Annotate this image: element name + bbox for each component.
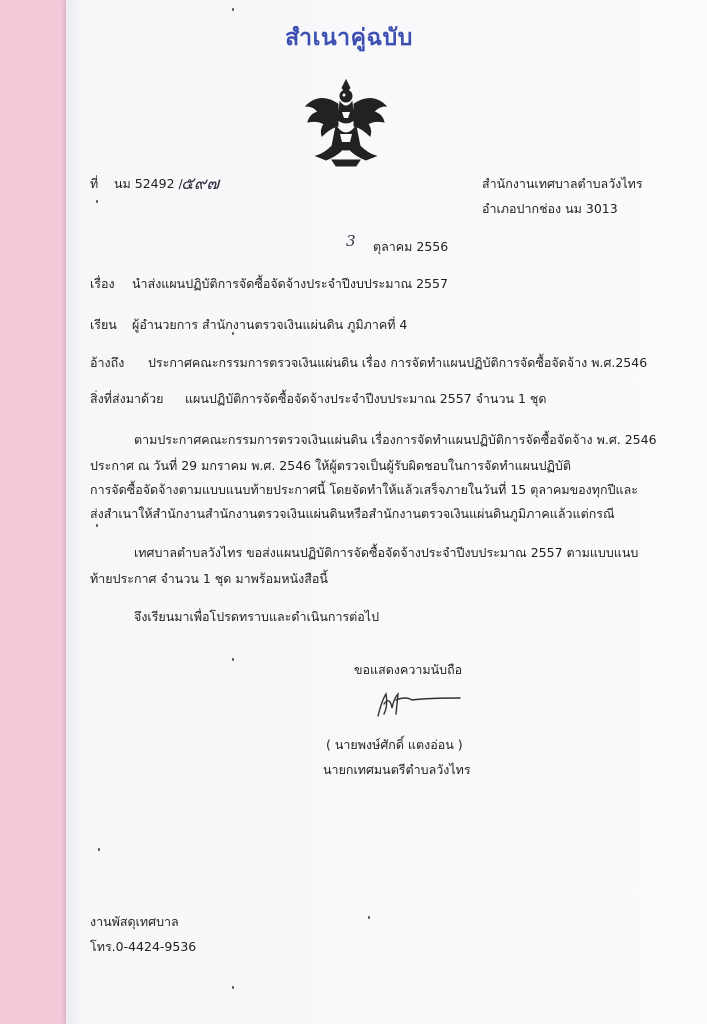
office-name: สำนักงานเทศบาลตำบลวังไทร [482, 176, 643, 191]
speck [232, 8, 234, 11]
ref-label: ที่ [90, 176, 99, 191]
body-p1-line1: ตามประกาศคณะกรรมการตรวจเงินแผ่นดิน เรื่องการจัดทำแผนปฏิบัติการจัดซื้อจัดจ้าง พ.ศ. 2546 [134, 432, 657, 447]
signature [372, 686, 464, 722]
subject-text: นำส่งแผนปฏิบัติการจัดซื้อจัดจ้างประจำปีงบประมาณ 2557 [132, 276, 448, 291]
enclosure-label: สิ่งที่ส่งมาด้วย [90, 391, 164, 406]
body-p2-line1: เทศบาลตำบลวังไทร ขอส่งแผนปฏิบัติการจัดซื้อจัดจ้างประจำปีงบประมาณ 2557 ตามแบบแนบ [134, 545, 639, 560]
enclosure-text: แผนปฏิบัติการจัดซื้อจัดจ้างประจำปีงบประมาณ 2557 จำนวน 1 ชุด [185, 391, 547, 406]
speck [232, 332, 234, 335]
footer-department: งานพัสดุเทศบาล [90, 914, 179, 929]
body-p1-line2: ประกาศ ณ วันที่ 29 มกราคม พ.ศ. 2546 ให้ผู้ตรวจเป็นผู้รับผิดชอบในการจัดทำแผนปฏิบัติ [90, 458, 571, 473]
body-p3: จึงเรียนมาเพื่อโปรดทราบและดำเนินการต่อไป [134, 609, 380, 624]
office-address: อำเภอปากช่อง นม 3013 [482, 201, 618, 216]
body-p1-line3: การจัดซื้อจัดจ้างตามแบบแนบท้ายประกาศนี้ โดยจัดทำให้แล้วเสร็จภายในวันที่ 15 ตุลาคมของทุกปีและ [90, 482, 638, 497]
garuda-emblem-icon [302, 76, 390, 168]
speck [232, 658, 234, 661]
speck [232, 986, 234, 989]
reference-label: อ้างถึง [90, 355, 125, 370]
ref-handwritten: ๕๙๗ [181, 174, 220, 194]
speck [96, 524, 98, 527]
body-p1-line4: ส่งสำเนาให้สำนักงานสำนักงานตรวจเงินแผ่นดินหรือสำนักงานตรวจเงินแผ่นดินภูมิภาคแล้วแต่กรณี [90, 506, 615, 521]
copy-stamp: สำเนาคู่ฉบับ [285, 25, 413, 51]
body-p2-line2: ท้ายประกาศ จำนวน 1 ชุด มาพร้อมหนังสือนี้ [90, 571, 328, 586]
reference-text: ประกาศคณะกรรมการตรวจเงินแผ่นดิน เรื่อง การจัดทำแผนปฏิบัติการจัดซื้อจัดจ้าง พ.ศ.2546 [148, 355, 648, 370]
footer-phone: โทร.0-4424-9536 [90, 939, 197, 954]
speck [96, 200, 98, 203]
closing-text: ขอแสดงความนับถือ [354, 662, 463, 677]
recipient-text: ผู้อำนวยการ สำนักงานตรวจเงินแผ่นดิน ภูมิภาคที่ 4 [132, 317, 408, 332]
signer-position: นายกเทศมนตรีตำบลวังไทร [323, 762, 471, 777]
pink-margin [0, 0, 72, 1024]
ref-number: นม 52492 / [114, 176, 183, 191]
subject-label: เรื่อง [90, 276, 115, 291]
speck [368, 916, 370, 919]
date-month-year: ตุลาคม 2556 [373, 239, 449, 254]
speck [98, 848, 100, 851]
recipient-label: เรียน [90, 317, 117, 332]
signer-name: ( นายพงษ์ศักดิ์ แตงอ่อน ) [326, 737, 463, 752]
date-day: 3 [346, 232, 356, 250]
